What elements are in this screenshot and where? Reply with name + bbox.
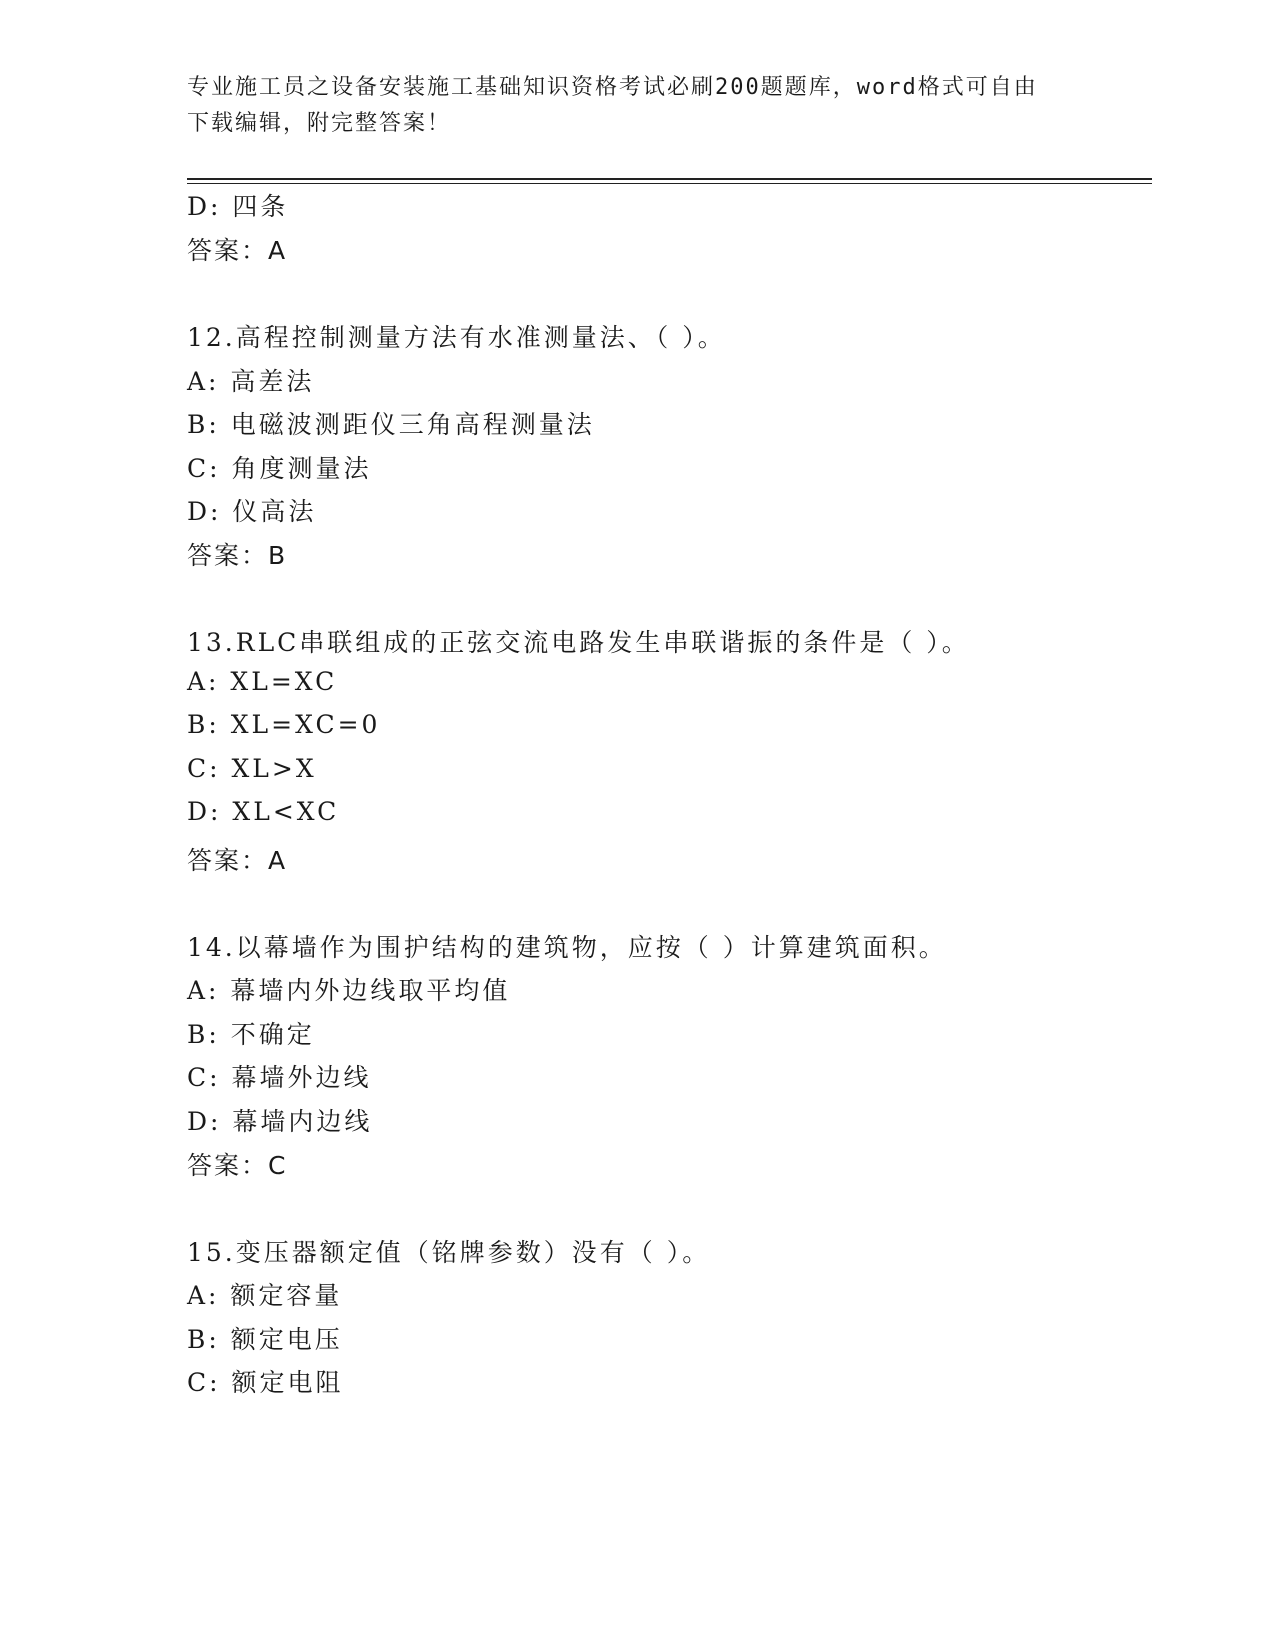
header-divider-thin — [187, 183, 1152, 184]
question-15-option-b: B: 额定电压 — [187, 1325, 343, 1354]
question-15-option-c: C: 额定电阻 — [187, 1368, 344, 1397]
question-15-option-a: A: 额定容量 — [187, 1281, 343, 1310]
header-line-1: 专业施工员之设备安装施工基础知识资格考试必刷200题题库，word格式可自由 — [187, 75, 1038, 100]
question-14-option-c: C: 幕墙外边线 — [187, 1063, 372, 1092]
question-12-option-d: D: 仪高法 — [187, 497, 317, 526]
question-14-option-d: D: 幕墙内边线 — [187, 1107, 373, 1136]
question-14-answer: 答案：C — [187, 1151, 288, 1180]
question-13-option-a: A: XL=XC — [187, 667, 338, 696]
question-13-option-b: B: XL=XC=0 — [187, 710, 381, 739]
document-header — [187, 70, 1087, 142]
question-14-stem: 14.以幕墙作为围护结构的建筑物，应按（ ）计算建筑面积。 — [187, 933, 947, 962]
question-12-option-b: B: 电磁波测距仪三角高程测量法 — [187, 410, 595, 439]
question-13-answer: 答案：A — [187, 846, 288, 875]
header-divider-thick — [187, 178, 1152, 180]
question-12-answer: 答案：B — [187, 541, 288, 570]
question-13-stem: 13.RLC串联组成的正弦交流电路发生串联谐振的条件是（ ）。 — [187, 628, 970, 657]
header-line-2: 下载编辑，附完整答案！ — [187, 111, 452, 136]
question-15-stem: 15.变压器额定值（铭牌参数）没有（ ）。 — [187, 1238, 711, 1267]
question-13-option-c: C: XL>X — [187, 754, 317, 783]
prev-option-d: D: 四条 — [187, 192, 289, 221]
question-12-option-a: A: 高差法 — [187, 367, 315, 396]
question-12-stem: 12.高程控制测量方法有水准测量法、（ ）。 — [187, 323, 726, 352]
question-14-option-b: B: 不确定 — [187, 1020, 315, 1049]
prev-answer: 答案：A — [187, 236, 288, 265]
question-12-option-c: C: 角度测量法 — [187, 454, 372, 483]
question-14-option-a: A: 幕墙内外边线取平均值 — [187, 976, 511, 1005]
question-13-option-d: D: XL<XC — [187, 797, 340, 826]
